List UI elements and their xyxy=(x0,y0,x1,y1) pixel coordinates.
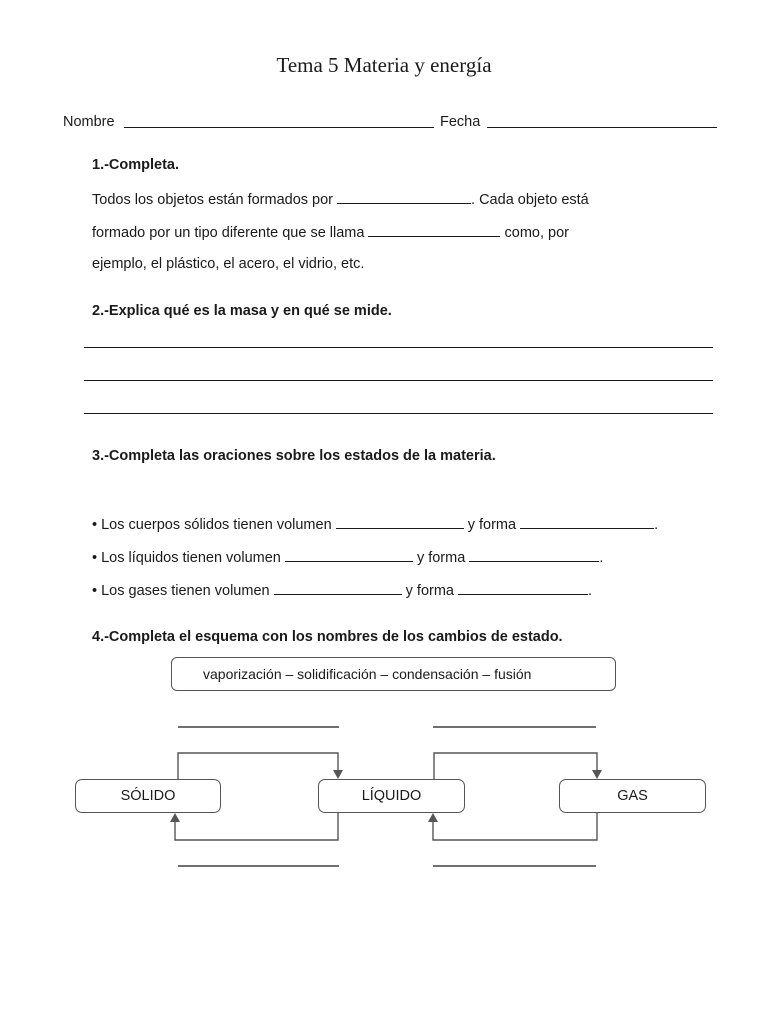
q3-item-text-c: . xyxy=(654,517,659,533)
q1-text-2b: como, por xyxy=(504,225,569,241)
state-box-gas: GAS xyxy=(559,779,706,813)
page-title: Tema 5 Materia y energía xyxy=(276,53,492,77)
q3-item-text-c: . xyxy=(599,550,604,566)
q3-item-text-b: y forma xyxy=(467,517,517,533)
nombre-label: Nombre xyxy=(63,114,115,130)
q1-text-2a: formado por un tipo diferente que se llama xyxy=(92,225,365,241)
bullet: • xyxy=(92,583,98,599)
fecha-label: Fecha xyxy=(440,114,481,130)
q3-item-text-a: Los gases tienen volumen xyxy=(101,583,270,599)
arrowhead-up xyxy=(428,813,438,822)
q1-text-1a: Todos los objetos están formados por xyxy=(92,192,333,208)
arrow-solid-to-liquid xyxy=(178,753,338,779)
state-box-liquid: LÍQUIDO xyxy=(318,779,465,813)
q3-item-text-b: y forma xyxy=(416,550,466,566)
q2-heading: 2.-Explica qué es la masa y en qué se mide. xyxy=(92,303,392,319)
arrowhead-up xyxy=(170,813,180,822)
bullet: • xyxy=(92,517,98,533)
arrowhead-down xyxy=(592,770,602,779)
arrow-gas-to-liquid xyxy=(433,813,597,840)
q1-line-3: ejemplo, el plástico, el acero, el vidrio, etc. xyxy=(92,256,365,272)
q1-heading: 1.-Completa. xyxy=(92,157,180,173)
bullet: • xyxy=(92,550,98,566)
state-box-solid: SÓLIDO xyxy=(75,779,221,813)
q3-item-text-a: Los líquidos tienen volumen xyxy=(101,550,281,566)
q4-heading: 4.-Completa el esquema con los nombres de los cambios de estado. xyxy=(92,629,563,645)
arrow-liquid-to-gas xyxy=(434,753,597,779)
arrow-liquid-to-solid xyxy=(175,813,338,840)
q1-text-1b: . Cada objeto está xyxy=(471,192,589,208)
arrowhead-down xyxy=(333,770,343,779)
q3-item-text-c: . xyxy=(588,583,593,599)
q3-item-text-b: y forma xyxy=(405,583,454,599)
q3-heading: 3.-Completa las oraciones sobre los estados de la materia. xyxy=(92,448,496,464)
word-bank-box: vaporización – solidificación – condensación – fusión xyxy=(171,657,616,691)
q3-item-text-a: Los cuerpos sólidos tienen volumen xyxy=(101,517,332,533)
